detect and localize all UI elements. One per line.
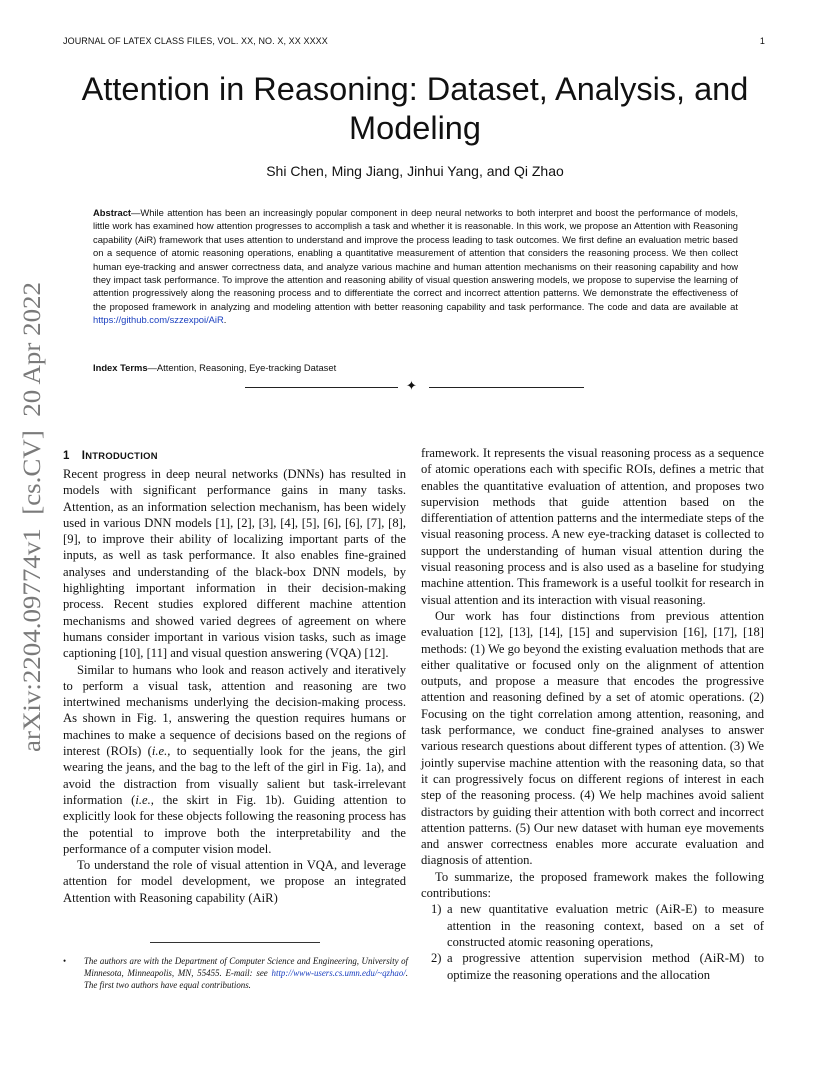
- arxiv-identifier: arXiv:2204.09774v1 [cs.CV] 20 Apr 2022: [17, 307, 46, 752]
- section-title-rest: NTRODUCTION: [85, 450, 158, 461]
- list-marker: 1): [431, 902, 442, 917]
- footnote-bullet: •: [63, 956, 67, 966]
- section-separator: [245, 380, 585, 394]
- p2-part-b: to sequentially look for the jeans, the girl wearing the jeans, and the bag to the left of the girl in Fig. 1a), and avoid the distraction from visually salient but task-irrelevant information (: [63, 744, 406, 807]
- abstract-end: .: [223, 314, 227, 326]
- list-item-text: a new quantitative evaluation metric (AiR-E) to measure attention in the reasoning context, based on a set of constructed atomic reasoning operations,: [447, 902, 764, 949]
- running-head: [63, 36, 765, 46]
- right-column: [421, 445, 764, 983]
- left-column: [63, 448, 406, 906]
- intro-paragraph-2: [63, 662, 406, 858]
- section-heading: [63, 448, 406, 464]
- paper-authors: Shi Chen, Ming Jiang, Jinhui Yang, and Qi Zhao: [266, 163, 564, 179]
- paper-title: Attention in Reasoning: Dataset, Analysis, and Modeling: [81, 71, 749, 146]
- contributions-list: [421, 901, 764, 982]
- p2-ie-1: i.e.,: [151, 744, 171, 759]
- homepage-link[interactable]: http://www-users.cs.umn.edu/~qzhao/: [271, 968, 406, 978]
- p2-ie-2: i.e.,: [135, 792, 154, 807]
- p2-part-a: Similar to humans who look and reason actively and iteratively to perform a visual task, attention and reasoning are two intertwined mechanisms underlying the decision-making process. As shown in Fig. 1, answering the question requires humans or machines to make a sequence of decisions based on the regions of interest (ROIs) (: [63, 662, 406, 759]
- footnote: [63, 955, 408, 991]
- footnote-end: . The first two authors have equal contributions.: [84, 968, 408, 990]
- list-item-text: a progressive attention supervision method (AiR-M) to optimize the reasoning operations and the allocation: [447, 951, 764, 982]
- section-title-first: I: [81, 450, 86, 462]
- abstract: [93, 206, 738, 327]
- arxiv-stamp-svg: [0, 0, 60, 1072]
- section-number: 1: [63, 450, 70, 462]
- list-item: [421, 901, 764, 950]
- intro-paragraph-3: To understand the role of visual attention in VQA, and leverage attention for model development, we propose an integrated Attention with Reasoning capability (AiR): [63, 858, 406, 905]
- separator-line-right: [429, 387, 584, 388]
- list-marker: 2): [431, 951, 442, 966]
- index-terms-text: —Attention, Reasoning, Eye-tracking Dataset: [147, 362, 337, 373]
- right-paragraph-2: Our work has four distinctions from previous attention evaluation [12], [13], [14], [15] and supervision [16], [17], [18] methods: (1) We go beyond the existing evaluation methods that are either qualitative or focused only on the alignment of attention outputs, and propose a measure that encodes the progressive attention and reasoning defined by a set of atomic operations. (2) Focusing on the tight correlation among attention, reasoning, and task performance, we conduct fine-grained analyses to answer various research questions about different types of attention. (3) We jointly supervise machine attention with the reasoning data, so that it can progressively focus on different regions of interest in each step of the reasoning process. (4) We help machines avoid salient distractors by guiding their attention with both correct and incorrect attention patterns. (5) Our new dataset with human eye movements and answer correctness enables more accurate evaluation and diagnosis of attention.: [421, 608, 764, 868]
- page-number: 1: [759, 36, 765, 46]
- journal-name: JOURNAL OF LATEX CLASS FILES, VOL. XX, NO. X, XX XXXX: [63, 36, 328, 46]
- right-paragraph-1: framework. It represents the visual reasoning process as a sequence of atomic operations each with specific ROIs, defines a metric that enables the quantitative evaluation of attention, and proposes two supervision methods that guide attention based on the differentiation of attention patterns and the intermediate steps of the visual reasoning process. A new eye-tracking dataset is collected to support the understanding of human visual attention during the visual reasoning process and is also used as a baseline for studying machine attention. This framework is a useful toolkit for research in visual attention and its interaction with visual reasoning.: [421, 446, 764, 607]
- footnote-text-block: [63, 955, 408, 991]
- intro-paragraph-1: Recent progress in deep neural networks (DNNs) has resulted in models with significant performance gains in many tasks. Attention, as an information selection mechanism, has been widely used in various DNN models [1], [2], [3], [4], [5], [6], [6], [7], [8], [9], to improve their ability of localizing important parts of the inputs, as well as task performance. It also enables fine-grained analyses and understanding of the black-box DNN models, by highlighting important information in their decision-making process. Recent studies explored different machine attention mechanisms and showed varied degrees of agreement on where humans consider important in various vision tasks, such as image captioning [10], [11] and visual question answering (VQA) [12].: [63, 467, 406, 661]
- p2-part-c: the skirt in Fig. 1b). Guiding attention to explicitly look for these objects following the reasoning process has the potential to improve both the interpretability and the performance of a computer vision model.: [63, 792, 406, 856]
- separator-line-left: [245, 387, 398, 388]
- footnote-text: The authors are with the Department of Computer Science and Engineering, University of Minnesota, Minneapolis, MN, 55455. E-mail: see: [84, 956, 408, 978]
- right-paragraph-3: To summarize, the proposed framework makes the following contributions:: [421, 869, 764, 901]
- code-link[interactable]: https://github.com/szzexpoi/AiR: [93, 314, 224, 326]
- list-item: [421, 950, 764, 983]
- abstract-text: —While attention has been an increasingly popular component in deep neural networks to both interpret and boost the performance of models, little work has examined how attention progresses to accomplish a task and whether it is reasonable. In this work, we propose an Attention with Reasoning capability (AiR) framework that uses attention to understand and improve the process leading to task outcomes. We first define an evaluation metric based on a sequence of atomic reasoning operations, enabling a quantitative measurement of attention that considers the reasoning process. We then collect human eye-tracking and answer correctness data, and analyze various machine and human attention mechanisms on their reasoning capability and how they impact task performance. To improve the attention and reasoning ability of visual question answering models, we propose to supervise the learning of attention progressively along the reasoning process and to differentiate the correct and incorrect attention patterns. We demonstrate the effectiveness of the proposed framework in analyzing and modeling attention with better reasoning capability and task performance. The code and data are available at: [93, 207, 738, 312]
- footnote-rule: [150, 942, 320, 943]
- separator-star-icon: ✦: [406, 378, 417, 393]
- index-terms: [93, 362, 738, 373]
- index-terms-label: Index Terms: [93, 362, 148, 373]
- arxiv-stamp: [0, 0, 60, 1072]
- abstract-label: Abstract: [93, 207, 132, 218]
